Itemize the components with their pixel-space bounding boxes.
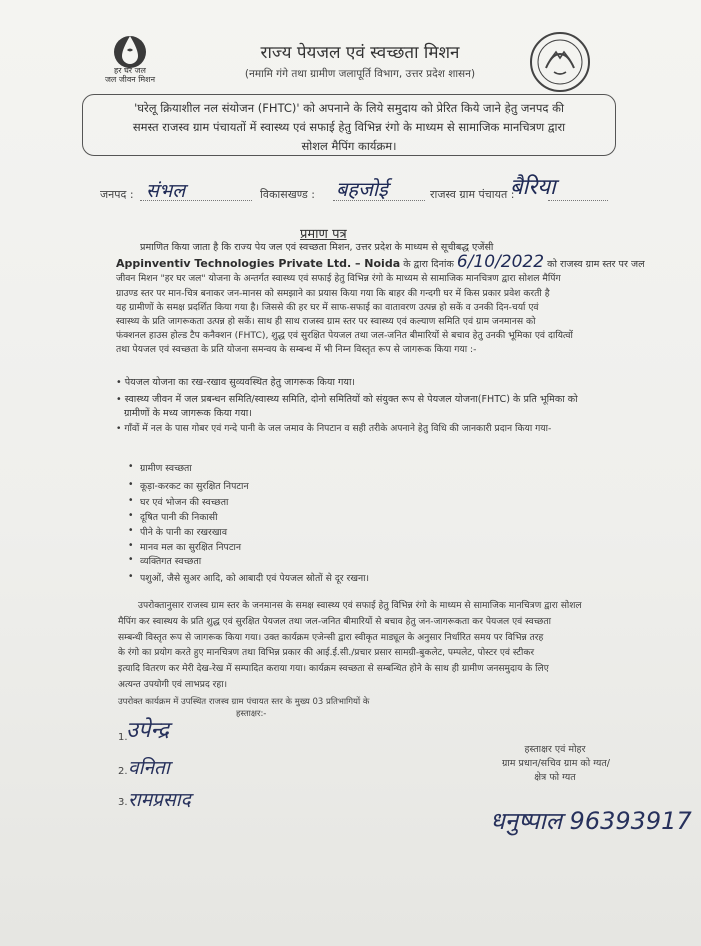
para1-line2c: को राजस्व ग्राम स्तर पर जल (547, 259, 645, 271)
signature-1: उपेन्द्र (126, 718, 170, 743)
para1-line1: प्रमाणित किया जाता है कि राज्य पेय जल एवं स्वच्छता मिशन, उत्तर प्रदेश के माध्यम से सूचीबद्ध एजेंसी (140, 242, 494, 253)
location-fields (100, 175, 610, 205)
district-value: संभल (146, 180, 186, 202)
bullet-2-continued: ग्रामीणों के मध्य जागरूक किया गया। (124, 408, 252, 419)
para2-line2: मैपिंग कर स्वास्थय के प्रति शुद्ध एवं सुरक्षित पेयजल तथा जल-जनित बीमारियों से बचाव हेतु जन-जागरूकता कर पेयजल एवं स्वच्छता (118, 616, 551, 627)
signature-2: वनिता (128, 757, 170, 779)
conclusion-paragraph (118, 599, 632, 694)
box-line-2: समस्त राजस्व ग्राम पंचायतों में स्वास्थ्य एवं सफाई हेतु विभिन्न रंगो के माध्यम से सामाजिक मानचित्रण द्वारा (132, 120, 566, 134)
kshetra-label: क्षेत्र फो ग्यत (534, 772, 576, 783)
logo-left-caption (96, 66, 164, 84)
certificate-title: प्रमाण पत्र (300, 227, 347, 242)
bullet-3-text: गाँवों में नल के पास गोबर एवं गन्दे पानी के जल जमाव के निपटान व सही तरीके अपनाने हेतु विधि की जानकारी प्रदान किया गया- (124, 423, 552, 434)
sub-item: • घर एवं भोजन की स्वच्छता (140, 495, 228, 508)
agency-name: Appinventiv Technologies Private Ltd. – Noida (116, 257, 401, 271)
para2-line5: इत्यादि वितरण कर मेरी देख-रेख में सम्पादित कराया गया। कार्यक्रम स्वच्छता से सम्बन्धित होने के साथ ही ग्रामीण जनसमुदाय के लिए (118, 664, 549, 675)
logo-left-line1: हर घर जल (114, 66, 146, 75)
para1-line4: ग्राउण्ड स्तर पर मान-चित्र बनाकर जन-मानस को समझाने का प्रयास किया गया कि बाहर की गन्दगी घर में किस प्रकार प्रवेश करती है (116, 287, 550, 299)
signature-3: रामप्रसाद (128, 789, 191, 811)
box-line-3: सोशल मैपिंग कार्यक्रम। (301, 139, 397, 153)
bullet-1-text: पेयजल योजना का रख-रखाव सुव्यवस्थित हेतु जागरूक किया गया। (124, 377, 356, 388)
para2-line4: के रंगो का प्रयोग करते हुए मानचित्रण तथा विभिन्न प्रकार की आई.ई.सी./प्रचार प्रसार सामग्री-बुकलेट, पम्पलेट, पोस्टर एवं स्टीकर (118, 648, 535, 659)
pradhan-signature: धनुष्पाल 96393917 (490, 807, 692, 835)
para1-line3: जीवन मिशन "हर घर जल" योजना के अन्तर्गत स्वास्थ्य एवं सफाई हेतु विभिन्न रंगो के माध्यम से सामाजिक मानचित्रण द्वारा सोशल मैपिंग (116, 273, 561, 285)
sub-item: • मानव मल का सुरक्षित निपटान (140, 540, 241, 553)
block-label: विकासखण्ड : (260, 188, 316, 201)
signatories-note-line2: हस्ताक्षर:- (236, 709, 267, 719)
mission-subtitle: (नमामि गंगे तथा ग्रामीण जलापूर्ति विभाग, उत्तर प्रदेश शासन) (244, 68, 476, 80)
gram-panchayat-dots (548, 188, 608, 201)
sub-item: • कूड़ा-करकट का सुरक्षित निपटान (140, 479, 249, 492)
signature-number-1: 1. (118, 732, 128, 743)
signatories-note-line1: उपरोक्त कार्यक्रम में उपस्थित राजस्व ग्राम पंचायत स्तर के मुख्य 03 प्रतिभागियों के (118, 697, 370, 707)
sub-item: • दूषित पानी की निकासी (140, 510, 218, 523)
para2-line3: सम्बन्धी विस्तृत रूप से जागरूक किया गया। उक्त कार्यक्रम एजेन्सी द्वारा स्वीकृत माड्यूल के अनुसार निर्धारित समय पर विभिन्न तरह (118, 632, 544, 643)
para1-line2b: के द्वारा दिनांक (403, 259, 454, 271)
para2-line6: अत्यन्त उपयोगी एवं लाभप्रद रहा। (118, 679, 228, 690)
sign-and-seal-label: हस्ताक्षर एवं मोहर (524, 744, 586, 755)
sub-item: • ग्रामीण स्वच्छता (140, 461, 192, 474)
para1-line5: यह ग्रामीणों के समक्ष प्रदर्शित किया गया है। जिससे की हर घर में साफ-सफाई का वातावरण उत्पन्न हो सकें व उनकी दिन-चर्या एवं (116, 301, 539, 313)
signature-number-3: 3. (118, 797, 128, 808)
bullet-2-text: स्वास्थ्य जीवन में जल प्रबन्धन समिति/स्वास्थ्य समिति, दोनो समितियों को संयुक्त रूप से पेयजल योजना(FHTC) के प्रति भूमिका को (124, 394, 578, 405)
bullet-2: • स्वास्थ्य जीवन में जल प्रबन्धन समिति/स्वास्थ्य समिति, दोनो समितियों को संयुक्त रूप से पेयजल योजना(FHTC) के प्रति भूमिका को (116, 394, 578, 405)
sub-item: • व्यक्तिगत स्वच्छता (140, 554, 201, 567)
para2-line1: उपरोक्तानुसार राजस्व ग्राम स्तर के जनमानस के समक्ष स्वास्थ्य एवं सफाई हेतु विभिन्न रंगो के माध्यम से सामाजिक मानचित्रण द्वारा सोशल (138, 601, 582, 611)
sub-item: • पशुओं, जैसे सुअर आदि, को आबादी एवं पेयजल स्रोतों से दूर रखना। (140, 571, 369, 584)
mission-title: राज्य पेयजल एवं स्वच्छता मिशन (260, 43, 460, 63)
gram-panchayat-value: बैरिया (510, 175, 556, 200)
sub-item: • पीने के पानी का रखरखाव (140, 525, 227, 538)
para1-line8: तथा पेयजल एवं स्वच्छता के प्रति योजना समन्वय के सम्बन्ध में भी निम्न विस्तृत रूप से जागरूक किया गया :- (116, 344, 477, 356)
up-government-emblem (528, 30, 592, 94)
certification-paragraph (116, 241, 645, 358)
program-title-box (82, 94, 616, 156)
block-value: बहजोई (336, 177, 388, 201)
para1-line6: स्वास्थ्य के प्रति जागरूकता उत्पन्न हो सकें। साथ ही साथ राजस्व ग्राम स्तर पर स्वास्थ्य एवं कल्याण समिति एवं ग्राम जनमानस को (116, 316, 536, 328)
pradhan-sachiv-label: ग्राम प्रधान/सचिव ग्राम को ग्यत/ (501, 758, 610, 769)
gram-panchayat-label: राजस्व ग्राम पंचायत : (430, 188, 515, 201)
signature-number-2: 2. (118, 766, 128, 777)
bullet-3: • गाँवों में नल के पास गोबर एवं गन्दे पानी के जल जमाव के निपटान व सही तरीके अपनाने हेतु विधि की जानकारी प्रदान किया गया- (116, 423, 552, 434)
para1-line2 (116, 252, 645, 273)
para1-line7: फंक्शनल हाउस होल्ड टैप कनैक्शन (FHTC), शुद्ध एवं सुरक्षित पेयजल तथा जल-जनित बीमारियों से बचाव हेतु उनकी भूमिका एवं दायित्वों (116, 330, 573, 342)
district-label: जनपद : (100, 188, 134, 201)
bullet-1: • पेयजल योजना का रख-रखाव सुव्यवस्थित हेतु जागरूक किया गया। (116, 377, 356, 388)
logo-left-line2: जल जीवन मिशन (104, 75, 156, 84)
box-line-1: 'घरेलू क्रियाशील नल संयोजन (FHTC)' को अपनाने के लिये समुदाय को प्रेरित किये जाने हेतु जनपद की (134, 101, 564, 115)
program-date: 6/10/2022 (456, 252, 545, 273)
